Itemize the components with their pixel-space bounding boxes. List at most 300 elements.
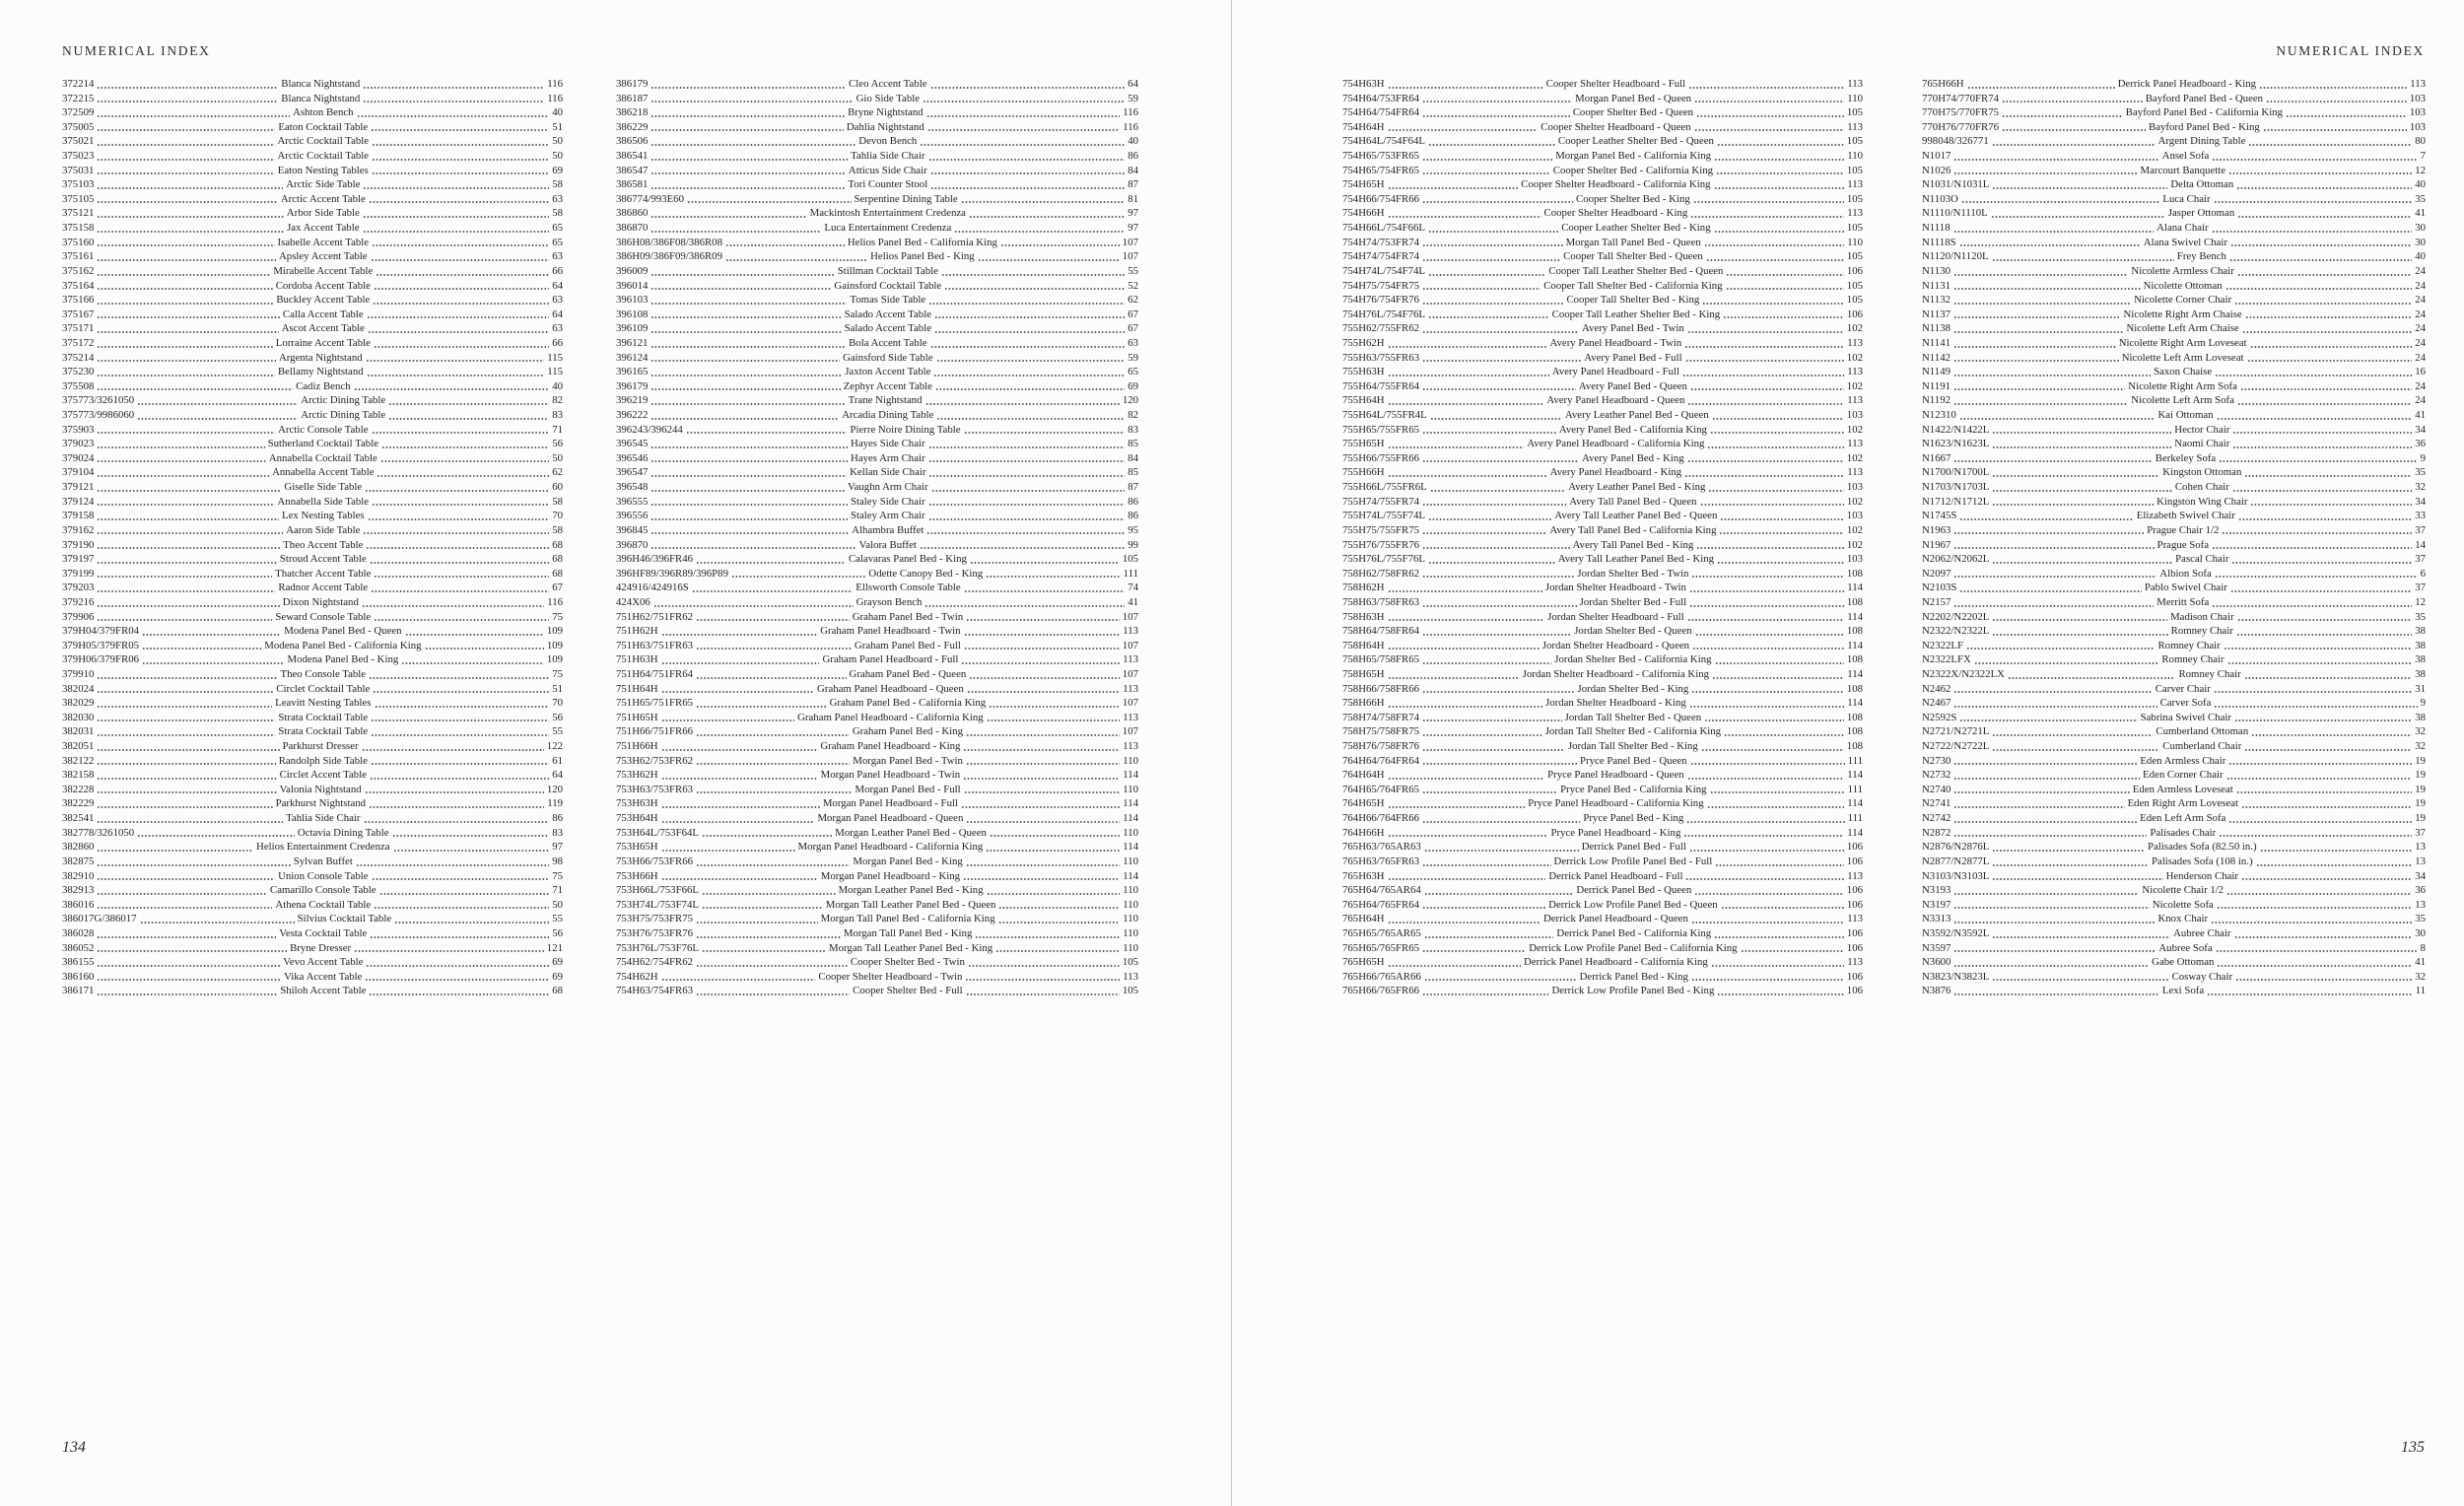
index-entry <box>62 926 563 941</box>
entry-product-name: Tomas Side Table <box>850 294 926 307</box>
dot-leader <box>1422 351 1581 366</box>
entry-page-number: 103 <box>1846 409 1863 422</box>
entry-product-name: Madison Chair <box>2170 610 2234 623</box>
index-entry <box>1342 869 1863 884</box>
dot-leader <box>1388 826 1548 841</box>
dot-leader <box>376 465 549 480</box>
dot-leader <box>944 279 1125 294</box>
index-entry <box>62 796 563 811</box>
index-entry <box>62 134 563 149</box>
dot-leader <box>1388 120 1539 135</box>
index-entry <box>1922 379 2426 394</box>
dot-leader <box>363 221 550 236</box>
index-entry <box>1922 365 2426 379</box>
index-entry <box>616 408 1138 423</box>
dot-leader <box>1953 321 2123 336</box>
index-entry <box>1342 667 1863 682</box>
entry-sku: 754H65/754FR65 <box>1342 164 1419 176</box>
entry-page-number: 84 <box>1128 164 1138 176</box>
entry-page-number: 113 <box>1847 178 1863 191</box>
entry-page-number: 106 <box>1846 855 1863 867</box>
entry-page-number: 24 <box>2415 308 2426 320</box>
entry-sku: 764H65/764FR65 <box>1342 783 1419 795</box>
index-entry <box>616 120 1138 135</box>
entry-page-number: 65 <box>552 236 563 248</box>
entry-page-number: 110 <box>1847 150 1863 163</box>
entry-page-number: 107 <box>1122 610 1138 623</box>
entry-product-name: Hayes Arm Chair <box>851 451 925 464</box>
index-entry <box>616 480 1138 495</box>
entry-page-number: 11 <box>2415 985 2426 997</box>
index-entry <box>62 855 563 869</box>
entry-page-number: 24 <box>2415 264 2426 277</box>
dot-leader <box>366 351 545 366</box>
dot-leader <box>97 581 275 595</box>
entry-product-name: Jordan Shelter Headboard - Twin <box>1544 582 1686 594</box>
dot-leader <box>2286 105 2407 120</box>
entry-sku: 758H65/758FR65 <box>1342 653 1419 666</box>
entry-sku: 396165 <box>616 366 649 378</box>
entry-product-name: Romney Chair <box>2170 625 2233 638</box>
page-spine-divider <box>1231 0 1232 1506</box>
entry-product-name: Morgan Panel Headboard - Twin <box>820 769 961 782</box>
index-entry <box>616 177 1138 192</box>
index-entry <box>1922 984 2426 998</box>
index-entry <box>1342 768 1863 783</box>
dot-leader <box>405 624 544 639</box>
index-entry <box>616 77 1138 92</box>
entry-page-number: 102 <box>1846 423 1863 436</box>
entry-product-name: Hector Chair <box>2174 423 2230 436</box>
entry-page-number: 103 <box>2409 106 2426 119</box>
dot-leader <box>970 552 1120 567</box>
dot-leader <box>1953 221 2155 236</box>
dot-leader <box>2251 724 2412 739</box>
dot-leader <box>1953 912 2155 926</box>
dot-leader <box>702 883 836 898</box>
index-entry <box>1342 149 1863 164</box>
dot-leader <box>2241 869 2412 884</box>
dot-leader <box>934 321 1125 336</box>
index-entry <box>616 869 1138 884</box>
index-entry <box>62 120 563 135</box>
entry-page-number: 30 <box>2415 222 2426 235</box>
entry-sku: 375164 <box>62 279 95 292</box>
dot-leader <box>365 970 549 985</box>
dot-leader <box>696 667 847 682</box>
dot-leader <box>661 711 795 725</box>
index-entry <box>1342 105 1863 120</box>
entry-sku: 386171 <box>62 985 95 997</box>
entry-sku: 758H63/758FR63 <box>1342 595 1419 608</box>
index-entry <box>1922 811 2426 826</box>
entry-sku: 764H65H <box>1342 797 1385 810</box>
dot-leader <box>371 754 549 769</box>
dot-leader <box>2211 912 2412 926</box>
dot-leader <box>1691 912 1844 926</box>
dot-leader <box>696 984 850 998</box>
entry-page-number: 82 <box>552 394 563 407</box>
entry-sku: 755H76/755FR76 <box>1342 538 1419 551</box>
dot-leader <box>2245 308 2412 322</box>
entry-product-name: Jordan Shelter Headboard - California King <box>1522 667 1709 680</box>
entry-sku: N1026 <box>1922 164 1951 176</box>
entry-page-number: 119 <box>547 797 563 810</box>
entry-product-name: Bryne Dresser <box>290 941 352 954</box>
index-entry <box>1922 754 2426 769</box>
dot-leader <box>1953 811 2137 826</box>
index-entry <box>62 639 563 653</box>
entry-product-name: Aaron Side Table <box>286 523 361 536</box>
entry-product-name: Apsley Accent Table <box>279 250 368 263</box>
entry-sku: 375508 <box>62 379 95 392</box>
index-column-right-page-2 <box>1922 77 2426 998</box>
index-entry <box>1922 192 2426 207</box>
entry-sku: 375121 <box>62 207 95 220</box>
dot-leader <box>1696 105 1844 120</box>
entry-product-name: Graham Panel Headboard - Queen <box>817 682 964 695</box>
dot-leader <box>650 308 841 322</box>
dot-leader <box>375 696 550 711</box>
entry-product-name: Isabelle Accent Table <box>277 236 370 248</box>
entry-product-name: Derrick Low Profile Panel Bed - California King <box>1529 941 1738 954</box>
entry-product-name: Kai Ottoman <box>2157 409 2214 422</box>
entry-sku: 386541 <box>616 150 649 163</box>
entry-product-name: Cooper Shelter Bed - California King <box>1552 164 1714 176</box>
entry-page-number: 71 <box>552 423 563 436</box>
dot-leader <box>650 293 847 308</box>
entry-sku: 770H74/770FR74 <box>1922 92 1999 104</box>
dot-leader <box>97 92 278 106</box>
entry-sku: 386229 <box>616 120 649 133</box>
dot-leader <box>1388 768 1545 783</box>
index-entry <box>1342 724 1863 739</box>
dot-leader <box>731 567 865 582</box>
index-entry <box>1922 912 2426 926</box>
dot-leader <box>1992 610 2167 625</box>
dot-leader <box>1717 984 1843 998</box>
dot-leader <box>975 926 1120 941</box>
dot-leader <box>696 926 841 941</box>
dot-leader <box>2231 552 2412 567</box>
entry-sku: 754H66/754FR66 <box>1342 192 1419 205</box>
dot-leader <box>2235 970 2412 985</box>
dot-leader <box>650 365 842 379</box>
entry-sku: 386179 <box>616 78 649 90</box>
dot-leader <box>650 264 834 279</box>
entry-sku: 382860 <box>62 841 95 854</box>
entry-sku: N2322LFX <box>1922 653 1971 666</box>
entry-page-number: 83 <box>1128 423 1138 436</box>
index-entry <box>616 840 1138 855</box>
entry-product-name: Eden Left Arm Sofa <box>2140 812 2226 825</box>
index-entry <box>1342 437 1863 451</box>
dot-leader <box>97 379 293 394</box>
dot-leader <box>963 869 1120 884</box>
entry-sku: 382875 <box>62 855 95 867</box>
entry-page-number: 107 <box>1122 250 1138 263</box>
dot-leader <box>1708 480 1843 495</box>
dot-leader <box>97 926 276 941</box>
index-entry <box>616 134 1138 149</box>
entry-sku: 372215 <box>62 92 95 104</box>
dot-leader <box>725 236 845 250</box>
entry-product-name: Bayford Panel Bed - California King <box>2125 106 2284 119</box>
dot-leader <box>928 509 1126 523</box>
entry-product-name: Tahlia Side Chair <box>851 150 925 163</box>
page-header-left: NUMERICAL INDEX <box>62 43 211 58</box>
dot-leader <box>650 177 845 192</box>
entry-sku: 753H62/753FR62 <box>616 754 693 767</box>
dot-leader <box>1953 754 2137 769</box>
entry-product-name: Derrick Panel Bed - King <box>1579 970 1688 983</box>
index-entry <box>616 652 1138 667</box>
dot-leader <box>2212 595 2412 610</box>
entry-sku: 755H64/755FR64 <box>1342 379 1419 392</box>
dot-leader <box>2237 264 2412 279</box>
entry-page-number: 113 <box>1847 466 1863 479</box>
dot-leader <box>978 249 1120 264</box>
entry-sku: N2322LF <box>1922 639 1963 651</box>
entry-page-number: 12 <box>2415 595 2426 608</box>
entry-page-number: 36 <box>2415 438 2426 450</box>
dot-leader <box>97 955 280 970</box>
index-entry <box>1922 696 2426 711</box>
index-entry <box>1922 739 2426 754</box>
entry-product-name: Alhambra Buffet <box>852 523 924 536</box>
entry-product-name: Nicolette Chair 1/2 <box>2142 884 2224 897</box>
dot-leader <box>137 408 298 423</box>
index-entry <box>62 898 563 913</box>
entry-product-name: Avery Panel Bed - Queen <box>1578 379 1687 392</box>
dot-leader <box>362 595 544 610</box>
entry-sku: 754H65H <box>1342 178 1385 191</box>
entry-product-name: Derrick Low Profile Panel Bed - Queen <box>1548 898 1718 911</box>
entry-sku: 396870 <box>616 538 649 551</box>
dot-leader <box>1687 393 1844 408</box>
dot-leader <box>1974 652 2159 667</box>
dot-leader <box>650 451 848 466</box>
dot-leader <box>97 754 275 769</box>
dot-leader <box>966 984 1120 998</box>
entry-product-name: Alana Chair <box>2156 222 2209 235</box>
entry-product-name: Vika Accent Table <box>284 970 363 983</box>
entry-product-name: Morgan Leather Panel Bed - Queen <box>835 826 987 839</box>
entry-page-number: 67 <box>552 582 563 594</box>
entry-sku: N2740 <box>1922 783 1951 795</box>
dot-leader <box>1422 321 1579 336</box>
dot-leader <box>97 177 283 192</box>
dot-leader <box>97 134 274 149</box>
entry-page-number: 109 <box>546 625 563 638</box>
entry-sku: 751H66/751FR66 <box>616 725 693 738</box>
entry-page-number: 114 <box>1847 582 1863 594</box>
entry-product-name: Circlet Cocktail Table <box>276 682 371 695</box>
dot-leader <box>1953 595 2154 610</box>
index-entry <box>1922 236 2426 250</box>
dot-leader <box>1961 192 2160 207</box>
entry-page-number: 114 <box>1123 769 1138 782</box>
dot-leader <box>2228 754 2412 769</box>
entry-product-name: Cooper Tall Shelter Bed - King <box>1566 294 1700 307</box>
entry-page-number: 63 <box>552 294 563 307</box>
entry-sku: 755H65H <box>1342 438 1385 450</box>
dot-leader <box>1428 509 1551 523</box>
index-entry <box>616 192 1138 207</box>
index-entry <box>1922 351 2426 366</box>
dot-leader <box>964 423 1126 438</box>
dot-leader <box>1953 696 2156 711</box>
index-entry <box>1342 393 1863 408</box>
index-entry <box>62 883 563 898</box>
entry-sku: 396548 <box>616 481 649 494</box>
dot-leader <box>142 639 261 653</box>
dot-leader <box>920 538 1125 553</box>
entry-page-number: 19 <box>2415 797 2426 810</box>
entry-product-name: Prague Chair 1/2 <box>2147 523 2220 536</box>
index-entry <box>1342 711 1863 725</box>
dot-leader <box>1716 164 1844 178</box>
dot-leader <box>1687 768 1845 783</box>
entry-sku: 751H64/751FR64 <box>616 667 693 680</box>
dot-leader <box>97 567 272 582</box>
entry-sku: N1118S <box>1922 236 1956 248</box>
dot-leader <box>370 926 549 941</box>
entry-sku: 753H63H <box>616 797 658 810</box>
entry-sku: 758H64H <box>1342 639 1385 651</box>
dot-leader <box>1422 739 1565 754</box>
index-entry <box>1922 970 2426 985</box>
dot-leader <box>1953 451 2152 466</box>
dot-leader <box>142 652 285 667</box>
dot-leader <box>373 682 549 697</box>
dot-leader <box>2242 321 2412 336</box>
entry-page-number: 114 <box>1123 812 1138 825</box>
index-entry <box>616 711 1138 725</box>
entry-product-name: Dahlia Nightstand <box>846 120 924 133</box>
dot-leader <box>963 739 1120 754</box>
entry-sku: 998048/326771 <box>1922 135 1989 148</box>
entry-sku: N2322/N2322L <box>1922 625 1990 638</box>
dot-leader <box>998 912 1121 926</box>
dot-leader <box>1992 249 2174 264</box>
entry-page-number: 97 <box>552 841 563 854</box>
entry-product-name: Cooper Tall Shelter Bed - Queen <box>1563 250 1703 263</box>
dot-leader <box>97 855 290 869</box>
dot-leader <box>696 639 852 653</box>
entry-product-name: Calla Accent Table <box>282 308 364 320</box>
dot-leader <box>371 581 549 595</box>
entry-page-number: 74 <box>1128 582 1138 594</box>
entry-page-number: 64 <box>1128 78 1138 90</box>
entry-sku: N1031/N1031L <box>1922 178 1990 191</box>
entry-page-number: 110 <box>1123 926 1138 939</box>
index-entry <box>62 105 563 120</box>
dot-leader <box>1953 365 2151 379</box>
index-entry <box>616 898 1138 913</box>
entry-sku: N1963 <box>1922 523 1951 536</box>
entry-product-name: Morgan Leather Panel Bed - King <box>838 884 984 897</box>
index-entry <box>616 336 1138 351</box>
entry-page-number: 58 <box>552 178 563 191</box>
entry-sku: 382541 <box>62 812 95 825</box>
entry-page-number: 110 <box>1123 884 1138 897</box>
entry-page-number: 63 <box>552 250 563 263</box>
dot-leader <box>928 495 1126 510</box>
dot-leader <box>2237 393 2412 408</box>
entry-product-name: Pierre Noire Dining Table <box>850 423 961 436</box>
dot-leader <box>97 321 278 336</box>
folio-right: 135 <box>2401 1439 2425 1456</box>
dot-leader <box>1992 437 2171 451</box>
entry-page-number: 68 <box>552 553 563 566</box>
dot-leader <box>1714 149 1844 164</box>
dot-leader <box>2212 221 2413 236</box>
dot-leader <box>1706 249 1844 264</box>
entry-product-name: Derrick Low Profile Panel Bed - King <box>1551 985 1715 997</box>
dot-leader <box>2002 92 2143 106</box>
dot-leader <box>362 739 544 754</box>
dot-leader <box>2240 379 2412 394</box>
dot-leader <box>97 711 275 725</box>
entry-sku: 396108 <box>616 308 649 320</box>
dot-leader <box>1991 206 2165 221</box>
index-entry <box>1342 164 1863 178</box>
dot-leader <box>2225 279 2413 294</box>
dot-leader <box>1422 783 1557 797</box>
entry-product-name: Avery Panel Bed - Full <box>1584 351 1682 364</box>
entry-page-number: 122 <box>546 740 563 753</box>
index-entry <box>1342 941 1863 956</box>
entry-sku: 379197 <box>62 553 95 566</box>
entry-page-number: 102 <box>1846 495 1863 508</box>
dot-leader <box>97 538 280 553</box>
entry-page-number: 19 <box>2415 769 2426 782</box>
dot-leader <box>97 898 272 913</box>
dot-leader <box>2219 826 2412 841</box>
dot-leader <box>2214 192 2413 207</box>
entry-page-number: 63 <box>1128 336 1138 349</box>
entry-sku: 753H63/753FR63 <box>616 783 693 795</box>
dot-leader <box>97 682 273 697</box>
dot-leader <box>1388 667 1520 682</box>
entry-sku: 375172 <box>62 336 95 349</box>
entry-product-name: Staley Arm Chair <box>851 510 925 522</box>
entry-sku: 396545 <box>616 438 649 450</box>
entry-sku: N2103S <box>1922 582 1957 594</box>
entry-product-name: Salado Accent Table <box>844 322 931 335</box>
dot-leader <box>2226 883 2412 898</box>
dot-leader <box>1714 221 1844 236</box>
entry-product-name: Modena Panel Bed - California King <box>264 639 422 651</box>
entry-sku: N2876/N2876L <box>1922 841 1990 854</box>
dot-leader <box>696 552 846 567</box>
entry-sku: 386052 <box>62 941 95 954</box>
index-entry <box>62 437 563 451</box>
dot-leader <box>998 898 1120 913</box>
entry-sku: 375005 <box>62 120 95 133</box>
entry-page-number: 105 <box>1846 294 1863 307</box>
dot-leader <box>1388 393 1544 408</box>
entry-page-number: 35 <box>2415 913 2426 925</box>
index-entry <box>1922 595 2426 610</box>
index-entry <box>616 279 1138 294</box>
entry-page-number: 55 <box>1128 264 1138 277</box>
dot-leader <box>1388 696 1542 711</box>
dot-leader <box>1430 408 1562 423</box>
entry-product-name: Octavia Dining Table <box>297 826 389 839</box>
entry-sku: N1017 <box>1922 150 1951 163</box>
